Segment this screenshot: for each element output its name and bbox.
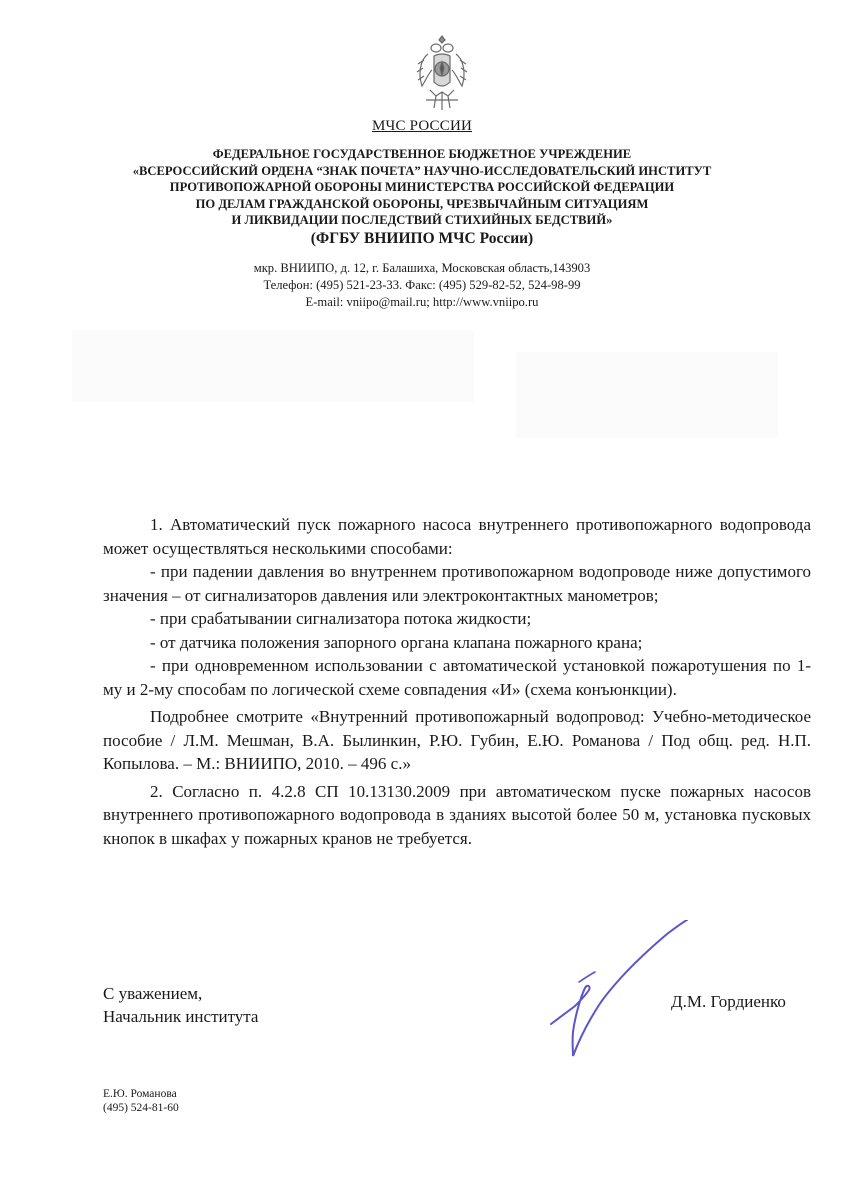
signer-position: Начальник института (103, 1006, 259, 1026)
executor-block (103, 1087, 179, 1115)
address: мкр. ВНИИПО, д. 12, г. Балашиха, Московская область,143903 (253, 261, 591, 275)
list-item: - при падении давления во внутреннем противопожарном водопроводе ниже допустимого значения – от сигнализаторов давления или электроконтактных манометров; (103, 562, 811, 605)
paragraph-2: 2. Согласно п. 4.2.8 СП 10.13130.2009 при автоматическом пуске пожарных насосов внутреннего противопожарного водопровода в зданиях высотой более 50 м, установка пусковых кнопок в шкафах у пожарных кранов не требуется. (103, 781, 811, 848)
org-line: ПО ДЕЛАМ ГРАЖДАНСКОЙ ОБОРОНЫ, ЧРЕЗВЫЧАЙНЫМ СИТУАЦИЯМ (195, 196, 649, 211)
phone-fax: Телефон: (495) 521-23-33. Факс: (495) 529-82-52, 524-98-99 (263, 277, 581, 292)
list-item: - от датчика положения запорного органа клапана пожарного крана; (150, 632, 643, 652)
organization-short-name: (ФГБУ ВНИИПО МЧС России) (310, 230, 534, 247)
redacted-block-left (72, 330, 474, 402)
contacts-block (0, 260, 844, 310)
list-item: - при одновременном использовании с автоматической установкой пожаротушения по 1-му и 2-му способам по логической схеме совпадения «И» (схема конъюнкции). (103, 656, 811, 699)
organization-name (0, 146, 844, 229)
org-line: И ЛИКВИДАЦИИ ПОСЛЕДСТВИЙ СТИХИЙНЫХ БЕДСТВИЙ» (231, 213, 613, 228)
org-line: ФЕДЕРАЛЬНОЕ ГОСУДАРСТВЕННОЕ БЮДЖЕТНОЕ УЧРЕЖДЕНИЕ (212, 147, 632, 161)
email-website: E-mail: vniipo@mail.ru; http://www.vniipo.ru (305, 294, 539, 309)
executor-name: Е.Ю. Романова (103, 1088, 177, 1100)
agency-title: МЧС РОССИИ (371, 118, 473, 134)
org-line: ПРОТИВОПОЖАРНОЙ ОБОРОНЫ МИНИСТЕРСТВА РОССИЙСКОЙ ФЕДЕРАЦИИ (169, 180, 675, 195)
list-item: - при срабатывании сигнализатора потока жидкости; (150, 609, 532, 628)
paragraph-1: 1. Автоматический пуск пожарного насоса внутреннего противопожарного водопровода может осуществляться несколькими способами: (103, 515, 811, 558)
redacted-block-right (516, 352, 778, 438)
signer-name: Д.М. Гордиенко (671, 992, 786, 1011)
paragraph-reference: Подробнее смотрите «Внутренний противопожарный водопровод: Учебно-методическое пособие / Л.М. Мешман, В.А. Былинкин, Р.Ю. Губин, Е.Ю. Романова / Под общ. ред. Н.П. Копылова. – М.: ВНИИПО, 2010. – 496 с.» (103, 707, 811, 773)
handwritten-signature (545, 920, 695, 1060)
executor-phone: (495) 524-81-60 (103, 1102, 179, 1114)
letter-body (103, 513, 811, 850)
closing-block (103, 983, 258, 1028)
closing-regards: С уважением, (103, 984, 203, 1003)
emchs-emblem-icon (414, 30, 470, 114)
org-line: «ВСЕРОССИЙСКИЙ ОРДЕНА “ЗНАК ПОЧЕТА” НАУЧНО-ИССЛЕДОВАТЕЛЬСКИЙ ИНСТИТУТ (132, 163, 712, 178)
